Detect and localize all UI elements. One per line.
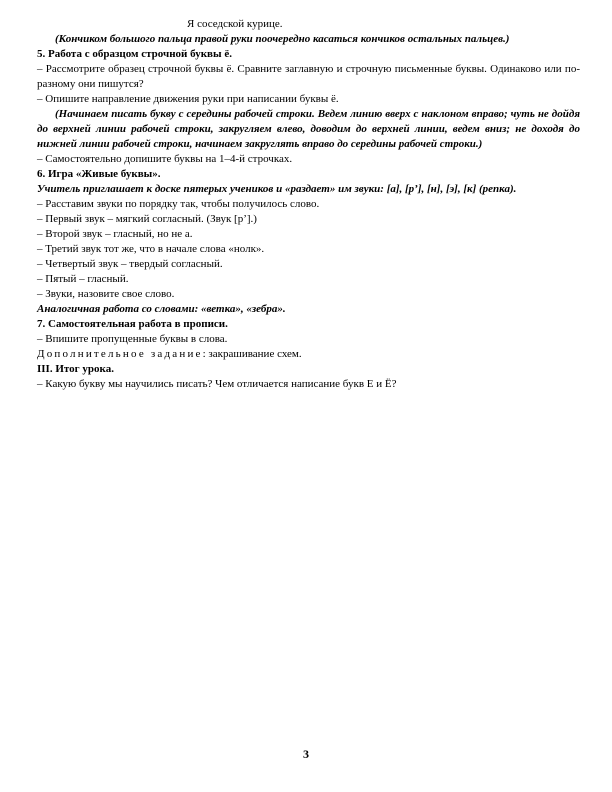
- section-heading: III. Итог урока.: [37, 363, 114, 375]
- text-line: – Четвертый звук – твердый согласный.: [37, 258, 223, 270]
- text-line: Я соседской курице.: [187, 18, 283, 30]
- instruction-note: (Кончиком большого пальца правой руки поочередно касаться кончиков остальных пальцев.): [55, 33, 510, 45]
- instruction-note: Учитель приглашает к доске пятерых учеников и «раздает» им звуки: [а], [р’], [н], [э], [к] (репка).: [37, 183, 517, 195]
- instruction-note: (Начинаем писать букву с середины рабочей строки. Ведем линию вверх с наклоном вправо; чуть не дойдя до верхней линии рабочей строки, закругляем влево, доводим до верхней линии, ведем вниз; не доходя до нижней линии рабочей строки, начинаем закруглять вправо до середины рабочей строки.): [37, 108, 580, 150]
- document-body: [37, 17, 580, 392]
- text-line: – Второй звук – гласный, но не а.: [37, 228, 193, 240]
- text-line: – Расставим звуки по порядку так, чтобы получилось слово.: [37, 198, 320, 210]
- text-line: – Третий звук тот же, что в начале слова «нолк».: [37, 243, 265, 255]
- section-heading: 7. Самостоятельная работа в прописи.: [37, 318, 228, 330]
- text-paragraph: – Рассмотрите образец строчной буквы ё. Сравните заглавную и строчную письменные буквы. Одинаково или по-разному они пишутся?: [37, 63, 580, 90]
- text-line: – Опишите направление движения руки при написании буквы ё.: [37, 93, 339, 105]
- section-heading: 5. Работа с образцом строчной буквы ё.: [37, 48, 232, 60]
- additional-task-label: Дополнительное задание: [37, 348, 203, 360]
- instruction-note: Аналогичная работа со словами: «ветка», «зебра».: [37, 303, 286, 315]
- section-heading: 6. Игра «Живые буквы».: [37, 168, 161, 180]
- text-line: – Первый звук – мягкий согласный. (Звук [р’].): [37, 213, 257, 225]
- text-line: – Впишите пропущенные буквы в слова.: [37, 333, 228, 345]
- text-line: – Самостоятельно допишите буквы на 1–4-й строчках.: [37, 153, 293, 165]
- text-line: – Какую букву мы научились писать? Чем отличается написание букв Е и Ё?: [37, 378, 397, 390]
- additional-task-line: [37, 347, 580, 362]
- text-line: – Звуки, назовите свое слово.: [37, 288, 175, 300]
- additional-task-text: : закрашивание схем.: [202, 348, 302, 360]
- text-line: – Пятый – гласный.: [37, 273, 129, 285]
- page-number: 3: [303, 747, 309, 761]
